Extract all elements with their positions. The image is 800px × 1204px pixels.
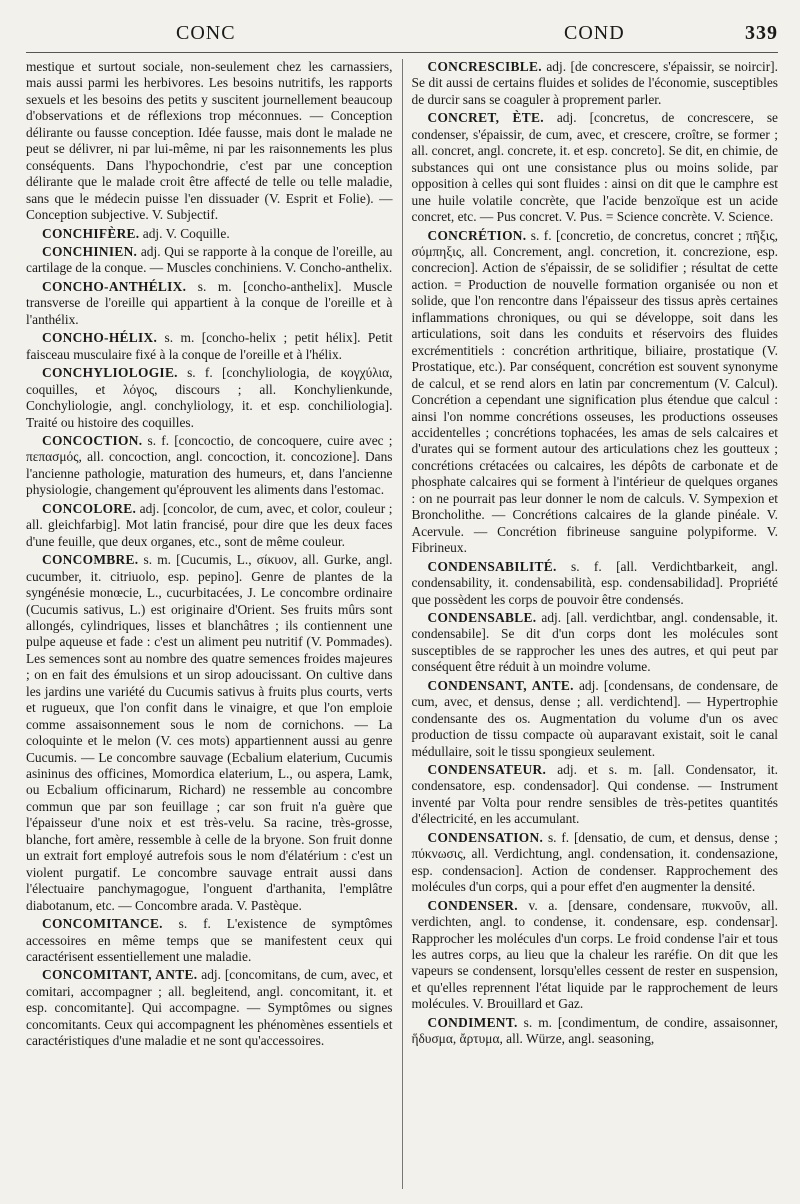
entry-headword: CONCRESCIBLE. [427,59,542,74]
entry-text: s. f. [concoctio, de concoquere, cuire avec ; πεπασμός, all. concoction, angl. concoction, it. concozione]. Dans l'ancienne pathologie, maturation des humeurs, et, dans l'ancienne physiologie, changement qu'éprouvent les aliments dans l'estomac. [26,432,393,498]
entry-text: adj. V. Coquille. [139,225,230,241]
dictionary-entry [412,59,779,108]
entry-text: s. f. [densatio, de cum, et densus, dense ; πύκνωσις, all. Verdichtung, angl. condensation, it. condensazione, esp. condensacion]. Action de condenser. Rapprochement des molécules d'un corps, qui a pour effet d'en augmenter la densité. [411,829,778,895]
entry-text: adj. [condensans, de condensare, de cum, avec, et densus, dense ; all. verdichtend]. — Hypertrophie condensante des os. Augmentation du volume d'un os avec production de tissu compacte où auparavant existait, soit le canal médullaire, soit le tissu spongieux seulement. [411,677,778,759]
entry-text: s. f. L'existence de symptômes accessoires en même temps que se manifestent ceux qui caractérisent essentiellement une maladie. [26,916,393,965]
dictionary-entry [26,59,393,224]
entry-headword: CONCOMITANCE. [42,916,163,932]
entry-headword: CONCHYLIOLOGIE. [42,365,178,381]
dictionary-entry [26,330,393,363]
entry-text: s. f. [conchyliologia, de κογχύλια, coquilles, et λόγος, discours ; all. Konchylienkunde, Conchyliologie, angl. conchyliology, it. et esp. conchiliologia]. Traité ou histoire des coquilles. [26,365,393,430]
dictionary-entry [26,552,393,914]
entry-text: s. f. [all. Verdichtbarkeit, angl. condensability, it. condensabilità, esp. condensabilidad]. Propriété que possèdent les corps de pouvoir être condensés. [411,558,778,607]
entry-headword: CONCOLORE. [42,500,137,516]
entry-text: adj. [de concrescere, s'épaissir, se noircir]. Se dit aussi de certains fluides et solides de l'économie, susceptibles de durcir sans se coaguler à proprement parler. [411,59,778,107]
entry-headword: CONDIMENT. [427,1014,518,1030]
dictionary-entry [26,279,393,328]
dictionary-entry [26,501,393,550]
entry-headword: CONCHO-HÉLIX. [42,330,158,346]
entry-headword: CONDENSATION. [427,829,544,845]
entry-headword: CONDENSANT, ANTE. [427,677,574,693]
dictionary-entry [26,226,393,242]
dictionary-entry [412,898,779,1013]
dictionary-entry [412,1015,779,1048]
entry-text: s. m. [Cucumis, L., σίκυον, all. Gurke, angl. cucumber, it. citriuolo, esp. pepino]. Genre de plantes de la syngénésie monœcie, L., cucurbitacées, J. Le concombre ordinaire (Cucumis sativus, L.) est originaire d'Orient. Ses fruits mûrs sont allongés, cylindriques, lisses et blanchâtres ; ils contiennent une pulpe aqueuse et fade : c'est un aliment peu nutritif (V. Pommades). Les semences sont au nombre des quatre semences froides majeures ; on en fait des émulsions et un sirop adoucissant. On cultive dans les jardins une variété du Cucumis sativus à fruits plus courts, verts et rugueux, que l'on confit dans le vinaigre, et que l'on emploie comme assaisonnement sous le nom de cornichons. — La coloquinte et le melon (V. ces mots) appartiennent aussi au genre Cucumis. — Le concombre sauvage (Ecbalium elaterium, Cucumis asininus des officines, Momordica elaterium, L., ou aspera, Lamk, ou Ecbalium officinarum, Richard) ne ressemble au concombre commun que par son feuillage ; car son fruit n'a guère que l'épaisseur d'une noix et est très-velu. Sa racine, très-grosse, blanche, fort amère, ressemble à celle de la bryone. Son fruit donne un extrait fort employé autrefois sous le nom d'élatérium : c'est un violent purgatif. Le concombre sauvage entrait aussi dans l'électuaire panchymagogue, l'onguent d'arthanita, l'emplâtre diabotanum, etc. — Concombre arada. V. Pastèque. [26,552,393,913]
running-head-left: CONC [176,22,236,44]
entry-headword: CONCHIFÈRE. [42,225,140,241]
entry-text: adj. Qui se rapporte à la conque de l'oreille, au cartilage de la conque. — Muscles conchiniens. V. Concho-anthelix. [26,243,393,276]
entry-headword: CONCRET, ÈTE. [427,110,544,126]
entry-headword: CONCOMITANT, ANTE. [42,967,198,983]
entry-text: s. m. [concho-helix ; petit hélix]. Petit faisceau musculaire fixé à la conque de l'oreille et à l'hélix. [26,330,393,362]
dictionary-entry [412,830,779,896]
entry-headword: CONDENSABILITÉ. [427,558,557,574]
right-column [402,59,779,1189]
dictionary-entry [26,433,393,499]
entry-text: s. m. [condimentum, de condire, assaisonner, ἥδυσμα, ἄρτυμα, all. Würze, angl. seasoning, [411,1014,778,1047]
dictionary-entry [26,916,393,965]
running-head-right: COND [564,22,625,44]
entry-text: adj. [concomitans, de cum, avec, et comitari, accompagner ; all. begleitend, angl. concomitant, it. et esp. concomitante]. Qui accompagne. — Symptômes ou signes concomitants. Ceux qui accompagnent les phénomènes essentiels et caractéristiques d'une maladie et ne sont qu'accessoires. [26,967,393,1049]
entry-headword: CONCRÉTION. [427,227,527,243]
page-number: 339 [745,22,778,44]
entry-text: adj. [concretus, de concrescere, se condenser, s'épaissir, de cum, avec, et crescere, croître, se former ; all. concret, angl. concrete, it. et esp. concreto]. Se dit, en chimie, de substances qui ont une consistance plus ou moins solide, par opposition à celles qui sont fluides : ainsi on dit que le camphre est une huile volatile concrète, que l'acide benzoïque est un acide concret, etc. — Pus concret. V. Pus. = Science concrète. V. Science. [411,110,778,225]
dictionary-entry [26,365,393,431]
running-head [26,18,778,53]
entry-headword: CONCOCTION. [42,432,143,448]
entry-headword: CONDENSABLE. [427,609,537,625]
left-column [26,59,402,1189]
text-columns [26,59,778,1189]
entry-text: adj. et s. m. [all. Condensator, it. condensatore, esp. condensador]. Qui condense. — Instrument inventé par Volta pour rendre sensibles de très-petites quantités d'électricité, en les accumulant. [411,762,778,827]
dictionary-entry [412,559,779,608]
dictionary-entry [26,244,393,277]
entry-headword: CONDENSER. [427,897,518,913]
entry-text: s. f. [concretio, de concretus, concret ; πῆξις, σύμπηξις, all. Concrement, angl. concretion, it. concrezione, esp. concrecion]. Action de s'épaissir, de se solidifier ; résultat de cette action. = Production de nouvelle formation organisée ou non et solide, que l'on rencontre dans l'épaisseur des tissus après certaines inflammations chroniques, ou qui se développe, soit dans les articulations, soit dans les conduits et réservoirs des fluides excrémentitiels : concrétion arthritique, biliaire, prostatique (V. Prostatique, etc.). Par conséquent, concrétion est souvent synonyme de calcul, et se rend alors en latin par concrementum (V. Calcul). Concrétion a cependant une signification plus étendue que calcul : ainsi l'on nomme concrétions osseuses, les productions osseuses accidentelles ; concrétions tophacées, les amas de sels calcaires et d'urates qui se forment autour des articulations chez les goutteux ; concrétions crétacées ou calcaires, les dépôts de carbonate et de phosphate calcaires qui se forment à l'intérieur de quelques organes : on ne pourrait pas leur donner le nom de calculs. V. Sympexion et Broncholithe. — Concrétions calcaires de la glande pinéale. V. Acervule. — Concrétion fibrineuse sanguine polypiforme. V. Fibrineux. [411,227,778,556]
dictionary-entry [412,110,779,225]
entry-headword: CONCHO-ANTHÉLIX. [42,278,187,294]
entry-text: mestique et surtout sociale, non-seulement chez les carnassiers, mais aussi parmi les herbivores. Les besoins nutritifs, les rapports sexuels et les besoins des petits y suscitent journellement beaucoup d'observations et de réflexions trop méconnues. — Conception délirante ou fausse conception. Idée fausse, mais dont le malade ne peut se délivrer, ni par lui-même, ni par les raisonnements les plus conséquents. Dans l'hypochondrie, c'est par une conception délirante que le malade croit être affecté de telle ou telle maladie, sans que le médecin puisse l'en dissuader (V. Esprit et Folie). — Conception subjective. V. Subjectif. [26,59,393,223]
entry-headword: CONDENSATEUR. [427,762,547,778]
dictionary-entry [412,610,779,676]
entry-text: v. a. [densare, condensare, πυκνοῦν, all. verdichten, angl. to condense, it. condensare, esp. condensar]. Rapprocher les molécules d'un corps. Le froid condense l'air et tous les autres corps, au lieu que la chaleur les raréfie. On dit que les vapeurs se condensent, lorsqu'elles cessent de rester en suspension, et qu'elles reprennent l'état liquide par le rapprochement de leurs molécules. V. Brouillard et Gaz. [411,897,778,1012]
dictionary-entry [412,678,779,760]
dictionary-entry [26,967,393,1049]
entry-text: s. m. [concho-anthelix]. Muscle transverse de l'oreille qui appartient à la conque de l'oreille et à l'anthélix. [26,278,393,327]
entry-text: adj. [all. verdichtbar, angl. condensable, it. condensabile]. Se dit d'un corps dont les molécules sont susceptibles de se rapprocher les unes des autres, et qui peut par conséquent être réduit à un moindre volume. [411,609,778,675]
entry-text: adj. [concolor, de cum, avec, et color, couleur ; all. gleichfarbig]. Mot latin francisé, pour dire que les deux faces d'une feuille, que deux organes, etc., sont de même couleur. [26,500,393,549]
entry-headword: CONCHINIEN. [42,243,138,259]
entry-headword: CONCOMBRE. [42,552,139,568]
dictionary-entry [412,762,779,828]
dictionary-entry [412,228,779,557]
